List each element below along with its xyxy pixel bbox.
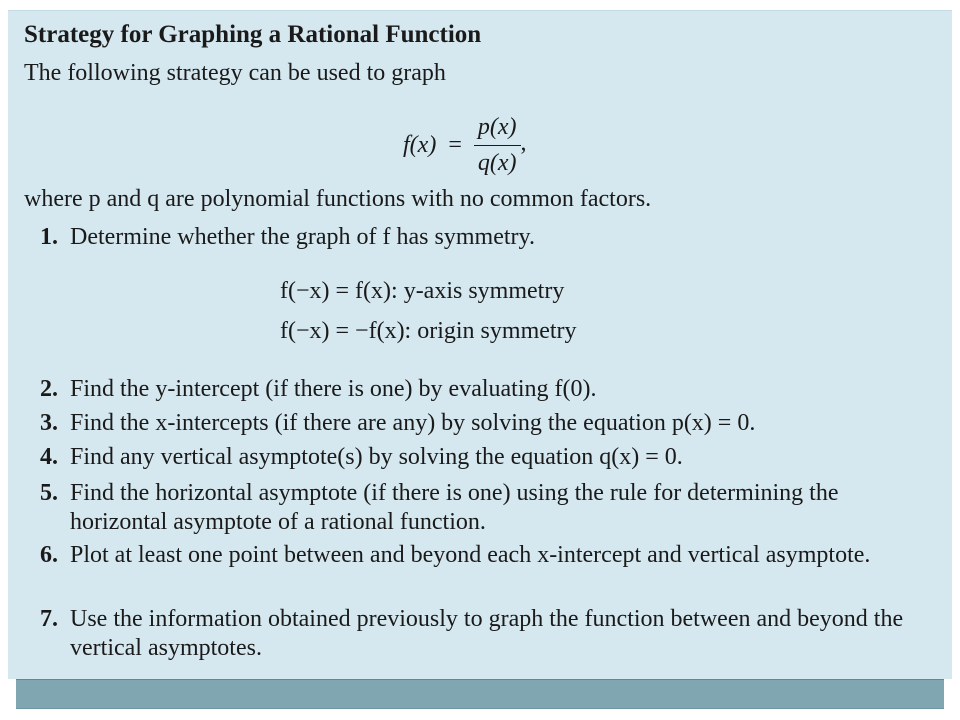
step-number: 6. <box>40 542 58 568</box>
symmetry-rule-origin: f(−x) = −f(x): origin symmetry <box>280 318 577 344</box>
intro-text: The following strategy can be used to graph <box>24 60 446 86</box>
formula-lhs: f(x) <box>403 131 437 158</box>
formula-denominator: q(x) <box>477 149 517 176</box>
step-number: 7. <box>40 606 58 632</box>
where-text: where p and q are polynomial functions with no common factors. <box>24 186 652 212</box>
step-number: 4. <box>40 444 58 470</box>
strategy-box <box>8 10 952 679</box>
step-text: Find the x-intercepts (if there are any) by solving the equation p(x) = 0. <box>70 410 756 436</box>
step-text: Use the information obtained previously to graph the function between and beyond the vertical asymptotes. <box>70 606 904 661</box>
step-text: Find the horizontal asymptote (if there is one) using the rule for determining the horizontal asymptote of a rational function. <box>70 480 839 535</box>
formula-numerator: p(x) <box>474 114 521 146</box>
box-title: Strategy for Graphing a Rational Function <box>24 21 482 48</box>
rational-function-formula <box>403 105 527 185</box>
formula-comma: , <box>520 129 527 156</box>
step-number: 3. <box>40 410 58 436</box>
step-number: 5. <box>40 480 58 506</box>
step-text: Determine whether the graph of f has symmetry. <box>70 224 535 250</box>
step-text: Plot at least one point between and beyond each x-intercept and vertical asymptote. <box>70 542 871 568</box>
bottom-bar <box>16 678 944 709</box>
formula-equals: = <box>448 131 462 158</box>
step-text: Find any vertical asymptote(s) by solving the equation q(x) = 0. <box>70 444 683 470</box>
symmetry-rule-y-axis: f(−x) = f(x): y-axis symmetry <box>280 278 565 304</box>
step-text: Find the y-intercept (if there is one) by evaluating f(0). <box>70 376 597 402</box>
step-number: 2. <box>40 376 58 402</box>
formula-fraction <box>474 114 521 177</box>
step-number: 1. <box>40 224 58 250</box>
